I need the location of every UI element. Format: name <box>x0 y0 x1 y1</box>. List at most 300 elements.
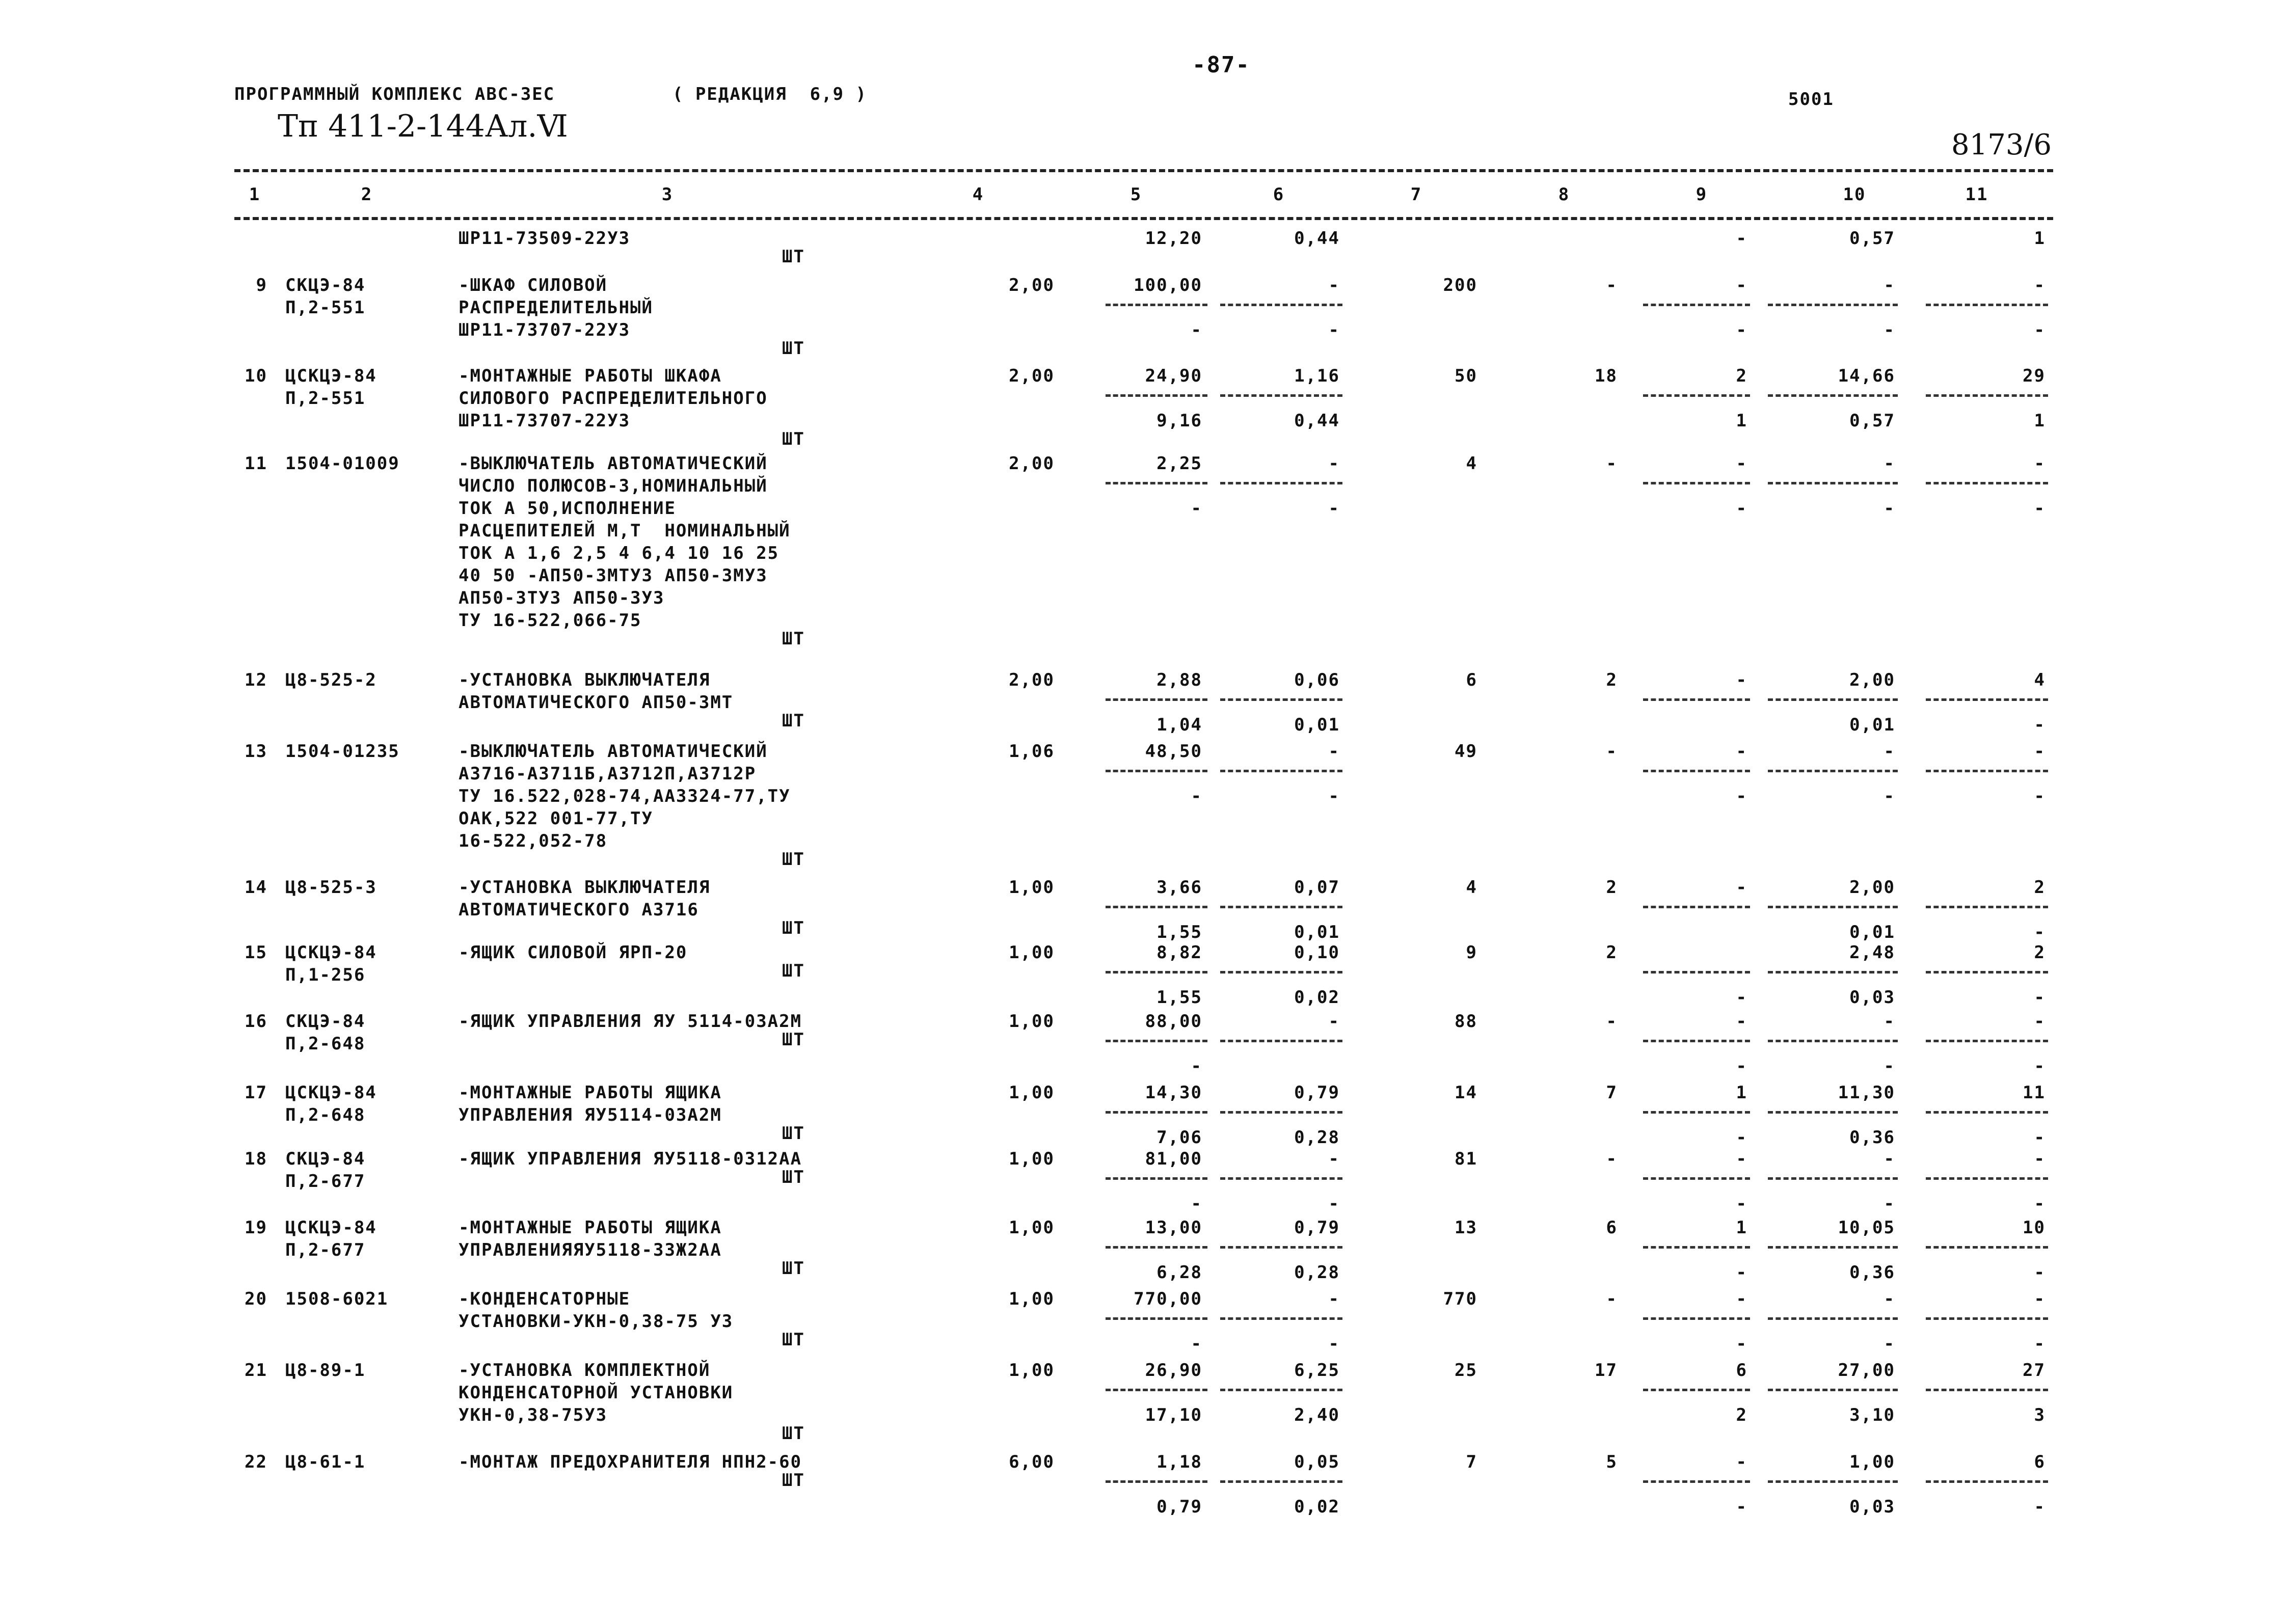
row-number: 19 <box>245 1217 267 1238</box>
column-header-6: 6 <box>1273 184 1285 205</box>
row-number: 11 <box>245 453 267 474</box>
row-c5-secondary: - <box>1191 498 1202 519</box>
row-separator-rule <box>1768 1246 1898 1249</box>
row-col8: 7 <box>1606 1082 1618 1103</box>
row-unit: ШТ <box>782 429 805 449</box>
row-separator-rule <box>1643 304 1750 306</box>
row-c9: - <box>1736 228 1747 249</box>
row-separator-rule <box>1220 971 1342 973</box>
row-col8: 18 <box>1595 366 1618 386</box>
row-col7: 770 <box>1443 1289 1477 1309</box>
row-separator-rule <box>1220 1480 1342 1483</box>
row-code: СКЦЭ-84 <box>285 1011 366 1032</box>
row-c11-secondary: - <box>2034 498 2046 519</box>
row-description: -УСТАНОВКА ВЫКЛЮЧАТЕЛЯ <box>459 670 711 690</box>
row-c5-secondary: 0,79 <box>1156 1497 1202 1517</box>
row-c6: - <box>1328 275 1340 295</box>
row-separator-rule <box>1926 1317 2048 1320</box>
row-c6: - <box>1328 1289 1340 1309</box>
row-description: -ЯЩИК УПРАВЛЕНИЯ ЯУ5118-0312АА <box>459 1149 802 1169</box>
row-description: -ЯЩИК СИЛОВОЙ ЯРП-20 <box>459 942 688 963</box>
row-c9: - <box>1736 670 1747 690</box>
row-unit: ШТ <box>782 1330 805 1350</box>
row-separator-rule <box>1220 1246 1342 1249</box>
row-number: 9 <box>256 275 267 295</box>
row-c9-secondary: - <box>1736 1334 1747 1354</box>
row-c9-secondary: - <box>1736 1194 1747 1214</box>
row-code: 1508-6021 <box>285 1289 389 1309</box>
row-c5-secondary: - <box>1191 320 1202 340</box>
row-separator-rule <box>1643 770 1750 772</box>
row-c10: - <box>1884 741 1895 762</box>
row-c9-secondary: - <box>1736 1497 1747 1517</box>
row-separator-rule <box>1926 1389 2048 1391</box>
row-separator-rule <box>1643 1389 1750 1391</box>
row-number: 17 <box>245 1082 267 1103</box>
row-col7: 200 <box>1443 275 1477 295</box>
row-c6-secondary: - <box>1328 1194 1340 1214</box>
row-code: ЦСКЦЭ-84 <box>285 1217 377 1238</box>
row-c11-secondary: 1 <box>2034 411 2046 431</box>
row-unit: ШТ <box>782 1030 805 1050</box>
row-col7: 25 <box>1455 1360 1477 1381</box>
row-separator-rule <box>1106 1317 1207 1320</box>
row-c9: - <box>1736 1149 1747 1169</box>
row-number: 10 <box>245 366 267 386</box>
row-c10-secondary: - <box>1884 320 1895 340</box>
row-c9: - <box>1736 1289 1747 1309</box>
column-header-2: 2 <box>361 184 373 205</box>
row-col7: 50 <box>1455 366 1477 386</box>
row-separator-rule <box>1106 1040 1207 1042</box>
row-code: Ц8-61-1 <box>285 1452 366 1472</box>
row-c6-secondary: 0,28 <box>1294 1262 1340 1283</box>
row-separator-rule <box>1768 1317 1898 1320</box>
row-c10: 10,05 <box>1838 1217 1895 1238</box>
row-c11: - <box>2034 741 2046 762</box>
row-code: П,2-677 <box>285 1240 366 1260</box>
row-c9-secondary: - <box>1736 320 1747 340</box>
row-separator-rule <box>1926 1177 2048 1180</box>
column-header-8: 8 <box>1558 184 1570 205</box>
row-separator-rule <box>1643 482 1750 484</box>
row-code: ЦСКЦЭ-84 <box>285 1082 377 1103</box>
row-unit: ШТ <box>782 629 805 649</box>
row-description: АВТОМАТИЧЕСКОГО АП50-3МТ <box>459 692 734 713</box>
row-c10: 2,00 <box>1849 670 1895 690</box>
row-c5: 100,00 <box>1134 275 1202 295</box>
row-c11-secondary: - <box>2034 922 2046 942</box>
row-c10: 1,00 <box>1849 1452 1895 1472</box>
row-separator-rule <box>1643 906 1750 908</box>
row-separator-rule <box>1768 1040 1898 1042</box>
row-c6-secondary: - <box>1328 498 1340 519</box>
row-c5: 48,50 <box>1145 741 1202 762</box>
row-unit: ШТ <box>782 1423 805 1444</box>
row-number: 12 <box>245 670 267 690</box>
row-c5-secondary: 1,04 <box>1156 715 1202 735</box>
row-c5-secondary: - <box>1191 1334 1202 1354</box>
row-code: Ц8-89-1 <box>285 1360 366 1381</box>
row-unit: ШТ <box>782 247 805 267</box>
row-c9: - <box>1736 1452 1747 1472</box>
row-description: КОНДЕНСАТОРНОЙ УСТАНОВКИ <box>459 1383 734 1403</box>
row-c5: 770,00 <box>1134 1289 1202 1309</box>
row-c5: 2,25 <box>1156 453 1202 474</box>
row-description: УКН-0,38-75У3 <box>459 1405 608 1425</box>
row-c11: 10 <box>2023 1217 2046 1238</box>
row-c10-secondary: - <box>1884 786 1895 806</box>
row-quantity: 1,00 <box>1009 1360 1055 1381</box>
row-separator-rule <box>1106 482 1207 484</box>
row-separator-rule <box>1768 698 1898 701</box>
row-col8: 5 <box>1606 1452 1618 1472</box>
row-description: РАСЦЕПИТЕЛЕЙ М,Т НОМИНАЛЬНЫЙ <box>459 521 791 541</box>
row-c5: 88,00 <box>1145 1011 1202 1032</box>
row-description: ЧИСЛО ПОЛЮСОВ-3,НОМИНАЛЬНЫЙ <box>459 476 768 496</box>
row-c9-secondary: 1 <box>1736 411 1747 431</box>
row-c10-secondary: - <box>1884 1056 1895 1076</box>
table-top-rule <box>234 169 2053 172</box>
program-title: ПРОГРАММНЫЙ КОМПЛЕКС АВС-ЗЕС <box>234 84 555 104</box>
row-c6: 0,10 <box>1294 942 1340 963</box>
row-c10-secondary: 0,03 <box>1849 1497 1895 1517</box>
row-separator-rule <box>1768 1177 1898 1180</box>
row-c11: - <box>2034 453 2046 474</box>
row-c10: 2,48 <box>1849 942 1895 963</box>
row-c10: - <box>1884 1149 1895 1169</box>
row-separator-rule <box>1220 482 1342 484</box>
row-description: -ШКАФ СИЛОВОЙ <box>459 275 608 295</box>
row-description: 40 50 -АП50-3МТУ3 АП50-3МУ3 <box>459 565 768 586</box>
row-separator-rule <box>1643 1040 1750 1042</box>
row-separator-rule <box>1220 394 1342 397</box>
row-separator-rule <box>1768 906 1898 908</box>
row-col7: 81 <box>1455 1149 1477 1169</box>
row-description: РАСПРЕДЕЛИТЕЛЬНЫЙ <box>459 297 653 318</box>
row-c11-secondary: - <box>2034 1127 2046 1148</box>
row-col7: 88 <box>1455 1011 1477 1032</box>
row-code: Ц8-525-3 <box>285 877 377 898</box>
row-quantity: 2,00 <box>1009 670 1055 690</box>
row-c11-secondary: - <box>2034 1497 2046 1517</box>
column-header-4: 4 <box>972 184 984 205</box>
row-c11: 29 <box>2023 366 2046 386</box>
row-c11: - <box>2034 1289 2046 1309</box>
row-c5-secondary: - <box>1191 786 1202 806</box>
row-c9: 2 <box>1736 366 1747 386</box>
column-header-1: 1 <box>249 184 261 205</box>
row-c11-secondary: - <box>2034 320 2046 340</box>
row-c11-secondary: - <box>2034 987 2046 1008</box>
row-code: П,1-256 <box>285 965 366 985</box>
row-c11: - <box>2034 1011 2046 1032</box>
row-c9-secondary: - <box>1736 1262 1747 1283</box>
row-c6-secondary: 0,01 <box>1294 715 1340 735</box>
row-separator-rule <box>1926 770 2048 772</box>
row-c11-secondary: - <box>2034 786 2046 806</box>
row-col7: 49 <box>1455 741 1477 762</box>
row-separator-rule <box>1926 394 2048 397</box>
row-description: 16-522,052-78 <box>459 831 608 851</box>
row-number: 16 <box>245 1011 267 1032</box>
row-separator-rule <box>1106 1177 1207 1180</box>
row-code: П,2-648 <box>285 1105 366 1125</box>
row-description: ТОК А 1,6 2,5 4 6,4 10 16 25 <box>459 543 779 563</box>
row-col7: 4 <box>1466 877 1477 898</box>
row-code: СКЦЭ-84 <box>285 1149 366 1169</box>
row-separator-rule <box>1768 1389 1898 1391</box>
row-quantity: 1,00 <box>1009 877 1055 898</box>
row-separator-rule <box>1106 698 1207 701</box>
row-description: ШР11-73707-22У3 <box>459 411 631 431</box>
row-unit: ШТ <box>782 1258 805 1279</box>
row-unit: ШТ <box>782 1123 805 1144</box>
row-c11-secondary: - <box>2034 715 2046 735</box>
row-number: 18 <box>245 1149 267 1169</box>
column-header-5: 5 <box>1130 184 1142 205</box>
row-col7: 13 <box>1455 1217 1477 1238</box>
row-c11-secondary: 3 <box>2034 1405 2046 1425</box>
row-description: -ВЫКЛЮЧАТЕЛЬ АВТОМАТИЧЕСКИЙ <box>459 741 768 762</box>
row-code: ЦСКЦЭ-84 <box>285 942 377 963</box>
row-number: 13 <box>245 741 267 762</box>
row-separator-rule <box>1768 304 1898 306</box>
row-c9-secondary: - <box>1736 1127 1747 1148</box>
row-separator-rule <box>1220 698 1342 701</box>
row-col8: 6 <box>1606 1217 1618 1238</box>
row-quantity: 1,00 <box>1009 942 1055 963</box>
row-separator-rule <box>1106 1389 1207 1391</box>
row-number: 14 <box>245 877 267 898</box>
row-c6: 0,07 <box>1294 877 1340 898</box>
row-separator-rule <box>1220 304 1342 306</box>
row-col8: 2 <box>1606 670 1618 690</box>
row-c9: 1 <box>1736 1217 1747 1238</box>
row-c9: - <box>1736 877 1747 898</box>
row-c6: 0,79 <box>1294 1217 1340 1238</box>
row-code: П,2-551 <box>285 297 366 318</box>
row-c5: 2,88 <box>1156 670 1202 690</box>
row-description: -ВЫКЛЮЧАТЕЛЬ АВТОМАТИЧЕСКИЙ <box>459 453 768 474</box>
row-separator-rule <box>1106 1246 1207 1249</box>
program-edition: ( РЕДАКЦИЯ 6,9 ) <box>672 84 867 104</box>
row-c11: 4 <box>2034 670 2046 690</box>
row-description: -МОНТАЖ ПРЕДОХРАНИТЕЛЯ НПН2-60 <box>459 1452 802 1472</box>
row-c6-secondary: 2,40 <box>1294 1405 1340 1425</box>
row-description: -МОНТАЖНЫЕ РАБОТЫ ШКАФА <box>459 366 722 386</box>
row-c5: 24,90 <box>1145 366 1202 386</box>
row-separator-rule <box>1220 1317 1342 1320</box>
row-code: 1504-01235 <box>285 741 400 762</box>
row-c6: 0,05 <box>1294 1452 1340 1472</box>
row-description: -МОНТАЖНЫЕ РАБОТЫ ЯЩИКА <box>459 1217 722 1238</box>
row-description: ШР11-73707-22У3 <box>459 320 631 340</box>
row-separator-rule <box>1643 1317 1750 1320</box>
row-c9: - <box>1736 1011 1747 1032</box>
row-separator-rule <box>1106 770 1207 772</box>
row-separator-rule <box>1220 1111 1342 1114</box>
row-c6: - <box>1328 741 1340 762</box>
column-header-7: 7 <box>1410 184 1422 205</box>
row-description: -УСТАНОВКА ВЫКЛЮЧАТЕЛЯ <box>459 877 711 898</box>
row-number: 20 <box>245 1289 267 1309</box>
row-c9-secondary: - <box>1736 1056 1747 1076</box>
row-c5: 26,90 <box>1145 1360 1202 1381</box>
row-separator-rule <box>1220 1040 1342 1042</box>
row-quantity: 2,00 <box>1009 275 1055 295</box>
row-code: П,2-551 <box>285 388 366 409</box>
row-separator-rule <box>1220 1177 1342 1180</box>
row-description: СИЛОВОГО РАСПРЕДЕЛИТЕЛЬНОГО <box>459 388 768 409</box>
row-description: УСТАНОВКИ-УКН-0,38-75 У3 <box>459 1311 734 1332</box>
row-c6-secondary: 0,28 <box>1294 1127 1340 1148</box>
column-header-10: 10 <box>1843 184 1866 205</box>
row-c6-secondary: - <box>1328 1334 1340 1354</box>
row-col8: - <box>1606 453 1618 474</box>
row-c11-secondary: - <box>2034 1194 2046 1214</box>
row-c6-secondary: - <box>1328 786 1340 806</box>
row-c10-secondary: 0,01 <box>1849 715 1895 735</box>
row-c11: 2 <box>2034 942 2046 963</box>
row-c10: 27,00 <box>1838 1360 1895 1381</box>
row-c5: 13,00 <box>1145 1217 1202 1238</box>
row-separator-rule <box>1643 1480 1750 1483</box>
row-separator-rule <box>1643 394 1750 397</box>
row-col8: 2 <box>1606 877 1618 898</box>
document-code: 5001 <box>1788 89 1834 110</box>
row-unit: ШТ <box>782 711 805 731</box>
column-header-9: 9 <box>1696 184 1708 205</box>
row-c10-secondary: - <box>1884 498 1895 519</box>
row-unit: ШТ <box>782 961 805 981</box>
row-separator-rule <box>1643 1111 1750 1114</box>
row-c10: - <box>1884 275 1895 295</box>
row-c10-secondary: - <box>1884 1194 1895 1214</box>
row-code: П,2-677 <box>285 1171 366 1192</box>
row-c10-secondary: 0,57 <box>1849 411 1895 431</box>
row-c9: - <box>1736 741 1747 762</box>
row-c5-secondary: 1,55 <box>1156 987 1202 1008</box>
row-separator-rule <box>1220 770 1342 772</box>
table-header-rule <box>234 217 2053 220</box>
row-c6: 6,25 <box>1294 1360 1340 1381</box>
row-description: ШР11-73509-22У3 <box>459 228 631 249</box>
row-c9-secondary: 2 <box>1736 1405 1747 1425</box>
row-unit: ШТ <box>782 918 805 938</box>
row-separator-rule <box>1926 1480 2048 1483</box>
row-c9-secondary: - <box>1736 987 1747 1008</box>
row-c5-secondary: 6,28 <box>1156 1262 1202 1283</box>
row-c9: - <box>1736 275 1747 295</box>
row-c9: 6 <box>1736 1360 1747 1381</box>
row-number: 22 <box>245 1452 267 1472</box>
row-c6: 0,06 <box>1294 670 1340 690</box>
row-c9-secondary: - <box>1736 786 1747 806</box>
row-quantity: 6,00 <box>1009 1452 1055 1472</box>
row-code: Ц8-525-2 <box>285 670 377 690</box>
row-c5: 14,30 <box>1145 1082 1202 1103</box>
row-description: -УСТАНОВКА КОМПЛЕКТНОЙ <box>459 1360 711 1381</box>
row-unit: ШТ <box>782 338 805 359</box>
row-description: ОАК,522 001-77,ТУ <box>459 808 653 829</box>
row-separator-rule <box>1106 304 1207 306</box>
row-quantity: 1,00 <box>1009 1149 1055 1169</box>
row-code: ЦСКЦЭ-84 <box>285 366 377 386</box>
row-c10-secondary: 0,01 <box>1849 922 1895 942</box>
row-description: ТУ 16.522,028-74,АА3324-77,ТУ <box>459 786 791 806</box>
row-c11: 6 <box>2034 1452 2046 1472</box>
row-col8: - <box>1606 1011 1618 1032</box>
row-separator-rule <box>1106 906 1207 908</box>
row-c5: 3,66 <box>1156 877 1202 898</box>
row-separator-rule <box>1926 698 2048 701</box>
row-c11: 11 <box>2023 1082 2046 1103</box>
row-c9: 1 <box>1736 1082 1747 1103</box>
row-c5: 8,82 <box>1156 942 1202 963</box>
row-separator-rule <box>1768 770 1898 772</box>
row-c9: - <box>1736 453 1747 474</box>
row-separator-rule <box>1643 1177 1750 1180</box>
row-description: АП50-3ТУ3 АП50-3У3 <box>459 588 665 608</box>
row-c5-secondary: 1,55 <box>1156 922 1202 942</box>
row-quantity: 1,00 <box>1009 1082 1055 1103</box>
row-col8: - <box>1606 741 1618 762</box>
row-separator-rule <box>1768 1111 1898 1114</box>
row-col7: 4 <box>1466 453 1477 474</box>
row-code: П,2-648 <box>285 1034 366 1054</box>
row-separator-rule <box>1926 1246 2048 1249</box>
row-number: 15 <box>245 942 267 963</box>
row-description: ТОК А 50,ИСПОЛНЕНИЕ <box>459 498 676 519</box>
row-col7: 9 <box>1466 942 1477 963</box>
row-c10: - <box>1884 453 1895 474</box>
row-separator-rule <box>1643 698 1750 701</box>
row-code: 1504-01009 <box>285 453 400 474</box>
row-description: УПРАВЛЕНИЯ ЯУ5114-03А2М <box>459 1105 722 1125</box>
row-c5-secondary: - <box>1191 1194 1202 1214</box>
row-c6: - <box>1328 453 1340 474</box>
row-c10: - <box>1884 1011 1895 1032</box>
row-separator-rule <box>1768 1480 1898 1483</box>
row-c11: - <box>2034 1149 2046 1169</box>
handwritten-project-number: Тп 411-2-144Ал.Ⅵ <box>278 109 568 144</box>
row-c10: - <box>1884 1289 1895 1309</box>
row-c6-secondary: - <box>1328 320 1340 340</box>
row-c6: - <box>1328 1011 1340 1032</box>
row-quantity: 2,00 <box>1009 453 1055 474</box>
row-c10-secondary: 0,36 <box>1849 1127 1895 1148</box>
row-description: -КОНДЕНСАТОРНЫЕ <box>459 1289 631 1309</box>
row-c6: 0,44 <box>1294 228 1340 249</box>
row-quantity: 1,00 <box>1009 1289 1055 1309</box>
row-c10-secondary: 0,03 <box>1849 987 1895 1008</box>
row-c11-secondary: - <box>2034 1262 2046 1283</box>
row-separator-rule <box>1926 482 2048 484</box>
column-header-11: 11 <box>1965 184 1988 205</box>
row-c10-secondary: - <box>1884 1334 1895 1354</box>
row-separator-rule <box>1926 1040 2048 1042</box>
row-separator-rule <box>1768 482 1898 484</box>
row-description: ТУ 16-522,066-75 <box>459 610 642 631</box>
row-description: -МОНТАЖНЫЕ РАБОТЫ ЯЩИКА <box>459 1082 722 1103</box>
row-c11: 27 <box>2023 1360 2046 1381</box>
row-unit: ШТ <box>782 1167 805 1187</box>
row-c5-secondary: - <box>1191 1056 1202 1076</box>
row-c5: 81,00 <box>1145 1149 1202 1169</box>
row-separator-rule <box>1106 394 1207 397</box>
row-unit: ШТ <box>782 1470 805 1491</box>
